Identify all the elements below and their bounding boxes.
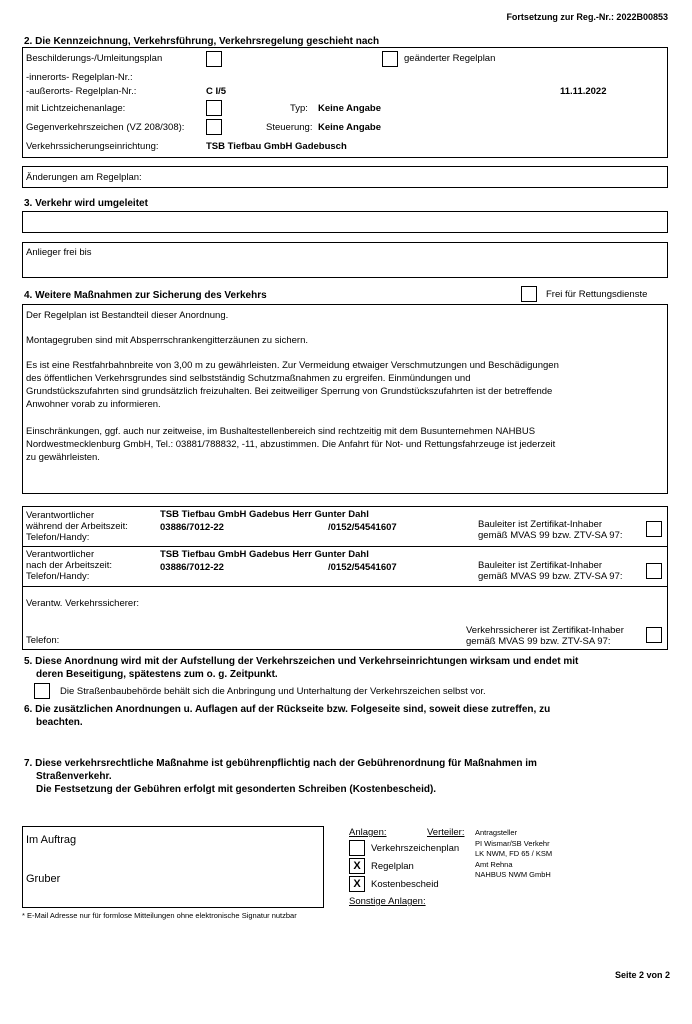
steuerung-label: Steuerung: [266, 122, 313, 133]
section-6-line-2: beachten. [36, 717, 83, 728]
verkehrssicherer-checkbox[interactable] [646, 627, 662, 643]
section-7-line-2: Straßenverkehr. [36, 771, 112, 782]
section-7-line-3: Die Festsetzung der Gebühren erfolgt mit gesonderten Schreiben (Kostenbescheid). [36, 784, 437, 795]
verteiler-title: Verteiler: [427, 827, 465, 838]
s4-paragraph-4-line-3: zu gewährleisten. [26, 452, 100, 463]
section-4-title: 4. Weitere Maßnahmen zur Sicherung des Verkehrs [24, 290, 267, 301]
gegenverkehr-label: Gegenverkehrszeichen (VZ 208/308): [26, 122, 185, 133]
s4-paragraph-4-line-1: Einschränkungen, ggf. auch nur zeitweise, im Bushaltestellenbereich sind rechtzeitig mit dem Busunternehmen NAHBUS [26, 426, 536, 437]
responsible-2-phone: 03886/7012-22 [160, 562, 224, 573]
responsible-1-label-3: Telefon/Handy: [26, 532, 90, 543]
sonstige-anlagen: Sonstige Anlagen: [349, 896, 426, 907]
lichtzeichen-checkbox[interactable] [206, 100, 222, 116]
s4-paragraph-3-line-4: Anwohner vorab zu informieren. [26, 399, 161, 410]
responsible-2-labels [26, 549, 112, 582]
s4-paragraph-3-line-3: Grundstückszufahrten sind grundsätzlich freizuhalten. Bei zeitweiliger Sperrung von Grundstückszufahrten ist der betreffende [26, 386, 553, 397]
bauleiter-1-checkbox[interactable] [646, 521, 662, 537]
regelplan-number: C I/5 [206, 86, 227, 97]
verkehrssicherer-cert-line-1: Verkehrssicherer ist Zertifikat-Inhaber [466, 625, 624, 636]
beschilderung-checkbox[interactable] [206, 51, 222, 67]
anlage-label-regelplan: Regelplan [371, 861, 414, 872]
geaenderter-regelplan-checkbox[interactable] [382, 51, 398, 67]
strassenbau-checkbox[interactable] [34, 683, 50, 699]
anlagen-title: Anlagen: [349, 827, 387, 838]
innerorts-label: -innerorts- Regelplan-Nr.: [26, 72, 133, 83]
verkehrssicherer-cert-text [466, 625, 624, 647]
anlieger-label: Anlieger frei bis [26, 247, 92, 258]
verteiler-item: NAHBUS NWM GmbH [475, 870, 551, 879]
responsible-1-phone: 03886/7012-22 [160, 522, 224, 533]
s4-paragraph-3-line-1: Es ist eine Restfahrbahnbreite von 3,00 m zu gewährleisten. Zur Vermeidung etwaiger Verschmutzungen und Beschädigungen [26, 360, 559, 371]
gegenverkehr-checkbox[interactable] [206, 119, 222, 135]
anlage-checkbox-regelplan[interactable]: X [349, 858, 365, 874]
divider [22, 546, 668, 547]
bauleiter-1-line-2: gemäß MVAS 99 bzw. ZTV-SA 97: [478, 530, 623, 541]
verkehrssicherer-phone-label: Telefon: [26, 635, 60, 646]
verteiler-item: Amt Rehna [475, 859, 513, 869]
section-2-title: 2. Die Kennzeichnung, Verkehrsführung, Verkehrsregelung geschieht nach [24, 36, 380, 47]
s4-paragraph-2: Montagegruben sind mit Absperrschrankengitterzäunen zu sichern. [26, 335, 308, 346]
responsible-1-mobile: /0152/54541607 [328, 522, 397, 533]
continuation-ref: Fortsetzung zur Reg.-Nr.: 2022B00853 [506, 12, 668, 22]
im-auftrag: Im Auftrag [26, 834, 77, 846]
section-6-line-1: 6. Die zusätzlichen Anordnungen u. Auflagen auf der Rückseite bzw. Folgeseite sind, soweit diese zutreffen, zu [24, 704, 551, 715]
bauleiter-2-text [478, 560, 623, 582]
verteiler-item: LK NWM, FD 65 / KSM [475, 849, 553, 858]
rettungsdienste-label: Frei für Rettungsdienste [546, 289, 648, 300]
bauleiter-1-line-1: Bauleiter ist Zertifikat-Inhaber [478, 519, 603, 530]
strassenbau-label: Die Straßenbaubehörde behält sich die Anbringung und Unterhaltung der Verkehrszeichen selbst vor. [60, 686, 486, 697]
responsible-1-name: TSB Tiefbau GmbH Gadebus Herr Gunter Dahl [160, 509, 369, 520]
lichtzeichen-label: mit Lichtzeichenanlage: [26, 103, 126, 114]
bauleiter-2-line-1: Bauleiter ist Zertifikat-Inhaber [478, 560, 603, 571]
signatory-name: Gruber [26, 873, 61, 885]
s4-paragraph-1: Der Regelplan ist Bestandteil dieser Anordnung. [26, 310, 229, 321]
footnote: * E-Mail Adresse nur für formlose Mitteilungen ohne elektronische Signatur nutzbar [22, 911, 297, 920]
steuerung-value: Keine Angabe [318, 122, 381, 133]
aenderungen-label: Änderungen am Regelplan: [26, 172, 142, 183]
geaenderter-regelplan-label: geänderter Regelplan [404, 53, 496, 64]
responsible-2-mobile: /0152/54541607 [328, 562, 397, 573]
section-3-title: 3. Verkehr wird umgeleitet [24, 198, 148, 209]
responsible-1-label-1: Verantwortlicher [26, 510, 95, 521]
anlage-checkbox-verkehrszeichenplan[interactable] [349, 840, 365, 856]
responsible-2-name: TSB Tiefbau GmbH Gadebus Herr Gunter Dahl [160, 549, 369, 560]
responsible-2-label-2: nach der Arbeitszeit: [26, 560, 113, 571]
bauleiter-1-text [478, 519, 623, 541]
page-number: Seite 2 von 2 [614, 970, 670, 980]
responsible-1-label-2: während der Arbeitszeit: [26, 521, 128, 532]
typ-label: Typ: [290, 103, 308, 114]
anlage-label-kostenbescheid: Kostenbescheid [371, 879, 439, 890]
verteiler-item: PI Wismar/SB Verkehr [475, 838, 550, 848]
vse-value: TSB Tiefbau GmbH Gadebusch [206, 141, 347, 152]
typ-value: Keine Angabe [318, 103, 381, 114]
s4-paragraph-3-line-2: des öffentlichen Verkehrsgrundes sind selbstständig Schutzmaßnahmen zu ergreifen. Einmündungen und [26, 373, 471, 384]
anlage-checkbox-kostenbescheid[interactable]: X [349, 876, 365, 892]
s4-paragraph-4-line-2: Nordwestmecklenburg GmbH, Tel.: 03881/788832, -11, abzustimmen. Die Anfahrt für Not- und Rettungsfahrzeuge ist jederzeit [26, 439, 556, 450]
ausserorts-label: -außerorts- Regelplan-Nr.: [26, 86, 137, 97]
responsible-1-labels [26, 510, 128, 543]
vse-label: Verkehrssicherungseinrichtung: [26, 141, 159, 152]
section-5-line-1: 5. Diese Anordnung wird mit der Aufstellung der Verkehrszeichen und Verkehrseinrichtungen wirksam und endet mit [24, 656, 579, 667]
end-date: 11.11.2022 [560, 86, 607, 97]
verteiler-list [475, 828, 552, 881]
verteiler-item: Antragsteller [475, 828, 518, 837]
bauleiter-2-line-2: gemäß MVAS 99 bzw. ZTV-SA 97: [478, 571, 623, 582]
anlage-label-verkehrszeichenplan: Verkehrszeichenplan [371, 843, 460, 854]
umleitung-box [22, 211, 668, 233]
responsible-2-label-1: Verantwortlicher [26, 549, 95, 560]
responsible-2-label-3: Telefon/Handy: [26, 571, 90, 582]
section-5-line-2: deren Beseitigung, spätestens zum o. g. Zeitpunkt. [36, 669, 278, 680]
rettungsdienste-checkbox[interactable] [521, 286, 537, 302]
divider [22, 586, 668, 587]
verkehrssicherer-label: Verantw. Verkehrssicherer: [26, 598, 139, 609]
bauleiter-2-checkbox[interactable] [646, 563, 662, 579]
anlieger-box [22, 242, 668, 278]
verkehrssicherer-cert-line-2: gemäß MVAS 99 bzw. ZTV-SA 97: [466, 636, 611, 647]
section-7-line-1: 7. Diese verkehrsrechtliche Maßnahme ist gebührenpflichtig nach der Gebührenordnung für Maßnahmen im [24, 758, 537, 769]
beschilderung-label: Beschilderungs-/Umleitungsplan [26, 53, 163, 64]
